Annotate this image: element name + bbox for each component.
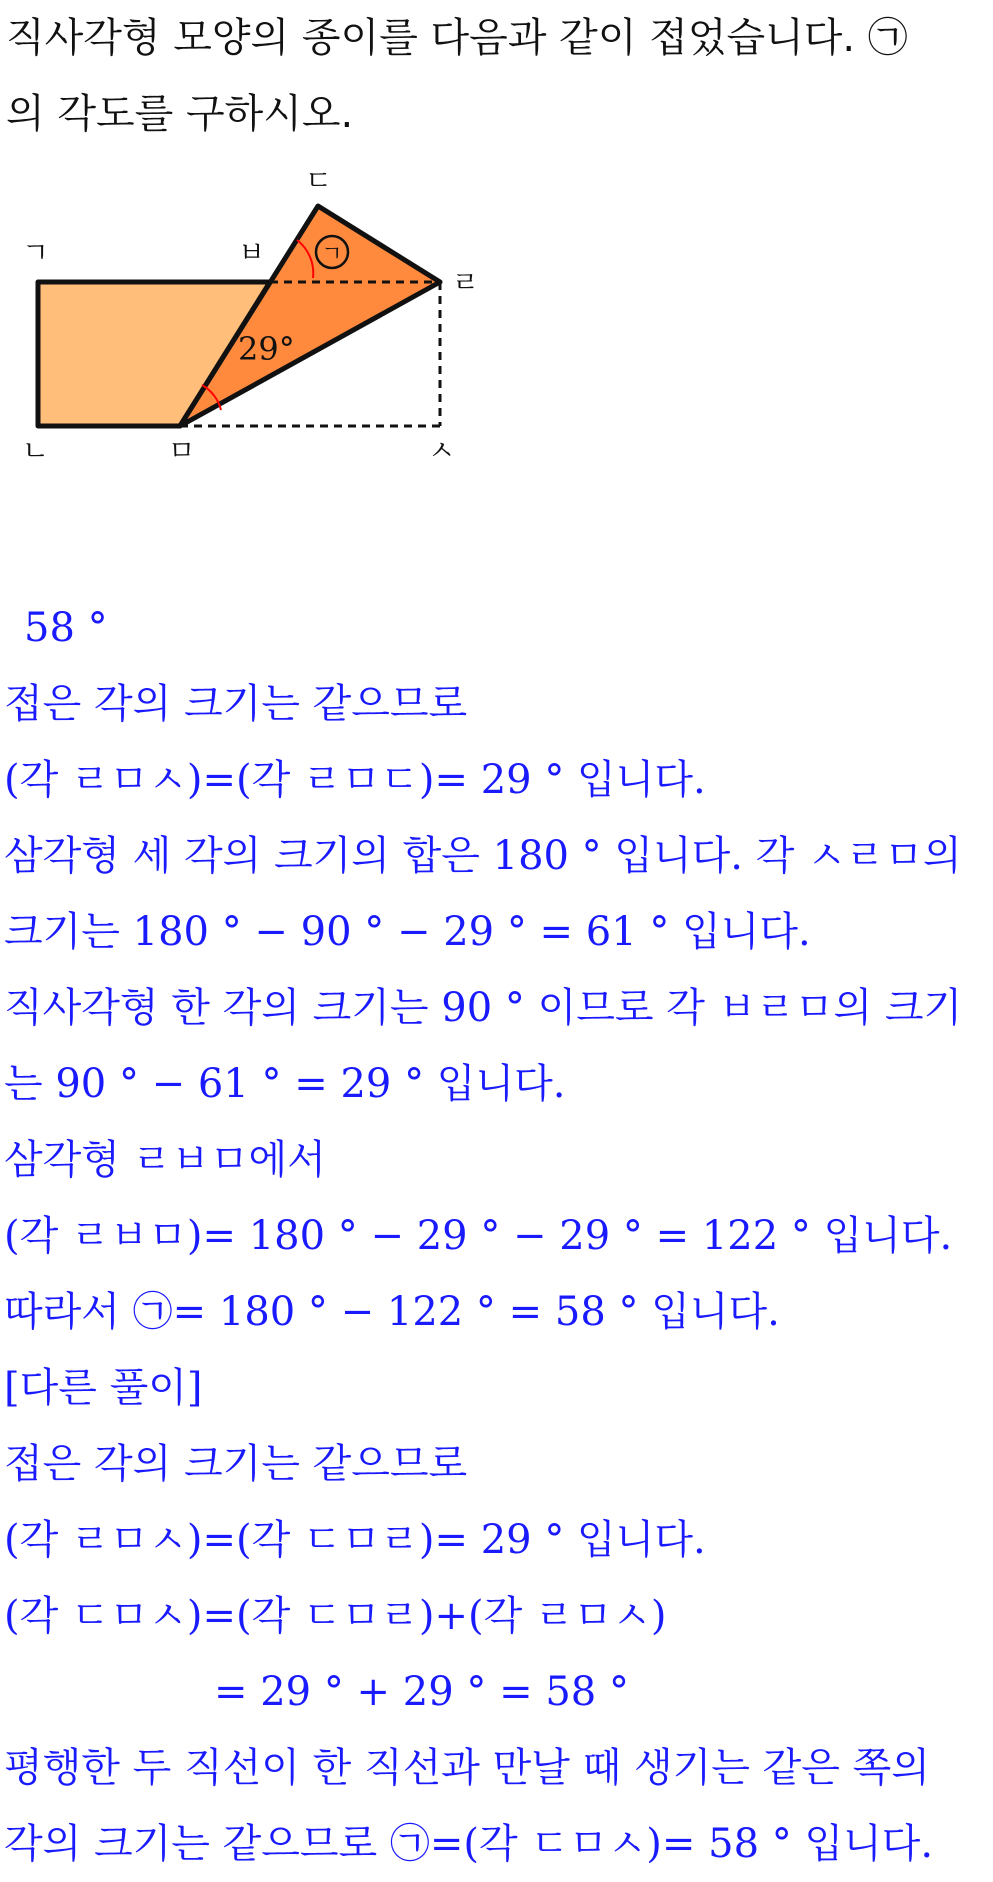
alt-solution-heading: [다른 풀이] <box>4 1365 203 1411</box>
solution-line: (각 ㄹㅁㅅ)=(각 ㄷㅁㄹ)= 29 ° 입니다. <box>4 1517 706 1563</box>
vertex-label-m: ㅁ <box>168 434 196 467</box>
solution-line: = 29 ° + 29 ° = 58 ° <box>214 1669 629 1715</box>
solution-line: (각 ㄹㅂㅁ)= 180 ° − 29 ° − 29 ° = 122 ° 입니다. <box>4 1213 953 1259</box>
question-text <box>6 0 991 152</box>
solution-line: 접은 각의 크기는 같으므로 <box>4 681 468 727</box>
vertex-label-g: ㄱ <box>22 236 50 269</box>
vertex-label-d: ㄷ <box>305 164 333 197</box>
solution-line: (각 ㄷㅁㅅ)=(각 ㄷㅁㄹ)+(각 ㄹㅁㅅ) <box>4 1593 667 1639</box>
solution-line: 삼각형 ㄹㅂㅁ에서 <box>4 1137 326 1183</box>
solution-line: 각의 크기는 같으므로 ㉠=(각 ㄷㅁㅅ)= 58 ° 입니다. <box>4 1821 934 1867</box>
vertex-label-n: ㄴ <box>22 434 50 467</box>
solution-line: 는 90 ° − 61 ° = 29 ° 입니다. <box>4 1061 566 1107</box>
solution-line: 직사각형 한 각의 크기는 90 ° 이므로 각 ㅂㄹㅁ의 크기 <box>4 985 963 1031</box>
vertex-label-b: ㅂ <box>238 236 266 269</box>
question-line: 직사각형 모양의 종이를 다음과 같이 접었습니다. ㉠ <box>6 15 908 61</box>
solution-line: 접은 각의 크기는 같으므로 <box>4 1441 468 1487</box>
solution-line: 따라서 ㉠= 180 ° − 122 ° = 58 ° 입니다. <box>4 1289 780 1335</box>
vertex-label-r: ㄹ <box>452 266 480 299</box>
solution <box>4 590 989 1882</box>
vertex-label-s: ㅅ <box>428 434 456 467</box>
solution-line: 크기는 180 ° − 90 ° − 29 ° = 61 ° 입니다. <box>4 909 811 955</box>
folded-rectangle-figure <box>0 160 500 480</box>
solution-line: 삼각형 세 각의 크기의 합은 180 ° 입니다. 각 ㅅㄹㅁ의 <box>4 833 962 879</box>
solution-line: (각 ㄹㅁㅅ)=(각 ㄹㅁㄷ)= 29 ° 입니다. <box>4 757 706 803</box>
solution-line: 평행한 두 직선이 한 직선과 만날 때 생기는 같은 쪽의 <box>4 1745 930 1791</box>
angle-mark-label: ㄱ <box>321 242 343 267</box>
angle-value-label: 29° <box>238 330 295 368</box>
question-line: 의 각도를 구하시오. <box>6 91 354 137</box>
answer-text: 58 ° <box>24 605 108 651</box>
